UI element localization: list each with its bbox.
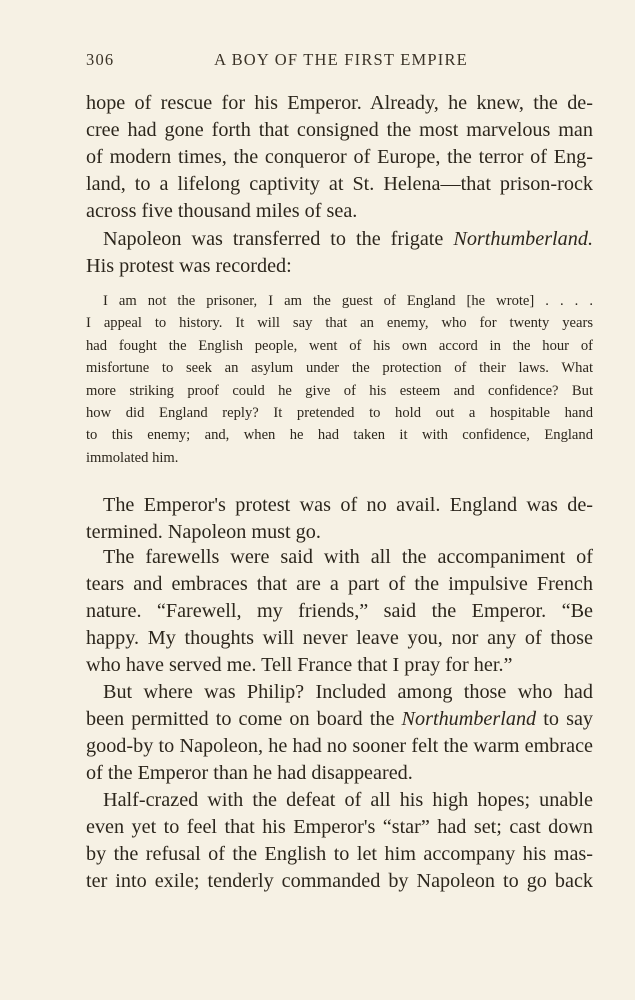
text-line: of the Emperor than he had disappeared.: [86, 762, 413, 785]
text-line: Half-crazed with the defeat of all his high hopes; unable: [103, 789, 593, 811]
running-title: A BOY OF THE FIRST EMPIRE: [214, 50, 468, 69]
quote-line: I am not the prisoner, I am the guest of England [he wrote] . . . .: [103, 293, 593, 309]
text-line: ter into exile; tenderly commanded by Napoleon to go back: [86, 870, 593, 893]
text-line: But where was Philip? Included among those who had: [103, 681, 593, 703]
paragraph-half-crazed: [86, 787, 593, 895]
paragraph-protest-avail: [86, 492, 593, 546]
quote-line: immolated him.: [86, 449, 179, 466]
paragraph-rescue: [86, 90, 593, 225]
text-line: [86, 706, 593, 733]
text-fragment: to say: [536, 708, 593, 731]
paragraph-philip: [86, 679, 593, 787]
quote-line: to this enemy; and, when he had taken it with confidence, England: [86, 427, 593, 444]
text-line: His protest was recorded:: [86, 255, 292, 278]
paragraph-transfer: [86, 226, 593, 280]
quote-line: had fought the English people, went of his own accord in the hour of: [86, 337, 593, 354]
text-line: of modern times, the conqueror of Europe, the terror of Eng-: [86, 146, 593, 169]
quote-line: how did England reply? It pretended to hold out a hospitable hand: [86, 405, 593, 422]
text-line: tears and embraces that are a part of the impulsive French: [86, 573, 593, 596]
text-line: happy. My thoughts will never leave you, nor any of those: [86, 627, 593, 650]
text-line: The Emperor's protest was of no avail. England was de-: [103, 494, 593, 516]
quote-line: more striking proof could he give of his esteem and confidence? But: [86, 382, 593, 399]
text-fragment: been permitted to come on board the: [86, 708, 402, 731]
page-number: 306: [86, 50, 115, 69]
quote-line: misfortune to seek an asylum under the protection of their laws. What: [86, 360, 593, 377]
text-line: termined. Napoleon must go.: [86, 521, 321, 544]
text-line: by the refusal of the English to let him accompany his mas-: [86, 843, 593, 866]
quote-line: I appeal to history. It will say that an enemy, who for twenty years: [86, 315, 593, 332]
text-fragment: Napoleon was transferred to the frigate: [103, 228, 454, 250]
text-line: even yet to feel that his Emperor's “star” had set; cast down: [86, 816, 593, 839]
ship-name: Northumberland.: [453, 228, 593, 250]
text-line: [86, 226, 593, 253]
text-line: good-by to Napoleon, he had no sooner felt the warm embrace: [86, 735, 593, 758]
protest-quote: [86, 290, 593, 469]
text-line: land, to a lifelong captivity at St. Helena—that prison-rock: [86, 173, 593, 196]
text-line: hope of rescue for his Emperor. Already, he knew, the de-: [86, 92, 593, 114]
text-line: The farewells were said with all the accompaniment of: [103, 546, 593, 568]
text-line: nature. “Farewell, my friends,” said the Emperor. “Be: [86, 600, 593, 623]
text-line: across five thousand miles of sea.: [86, 200, 358, 223]
text-line: cree had gone forth that consigned the most marvelous man: [86, 119, 593, 142]
text-line: who have served me. Tell France that I pray for her.”: [86, 654, 513, 677]
paragraph-farewells: [86, 544, 593, 679]
page-header: [86, 50, 596, 72]
ship-name: Northumberland: [401, 708, 537, 731]
